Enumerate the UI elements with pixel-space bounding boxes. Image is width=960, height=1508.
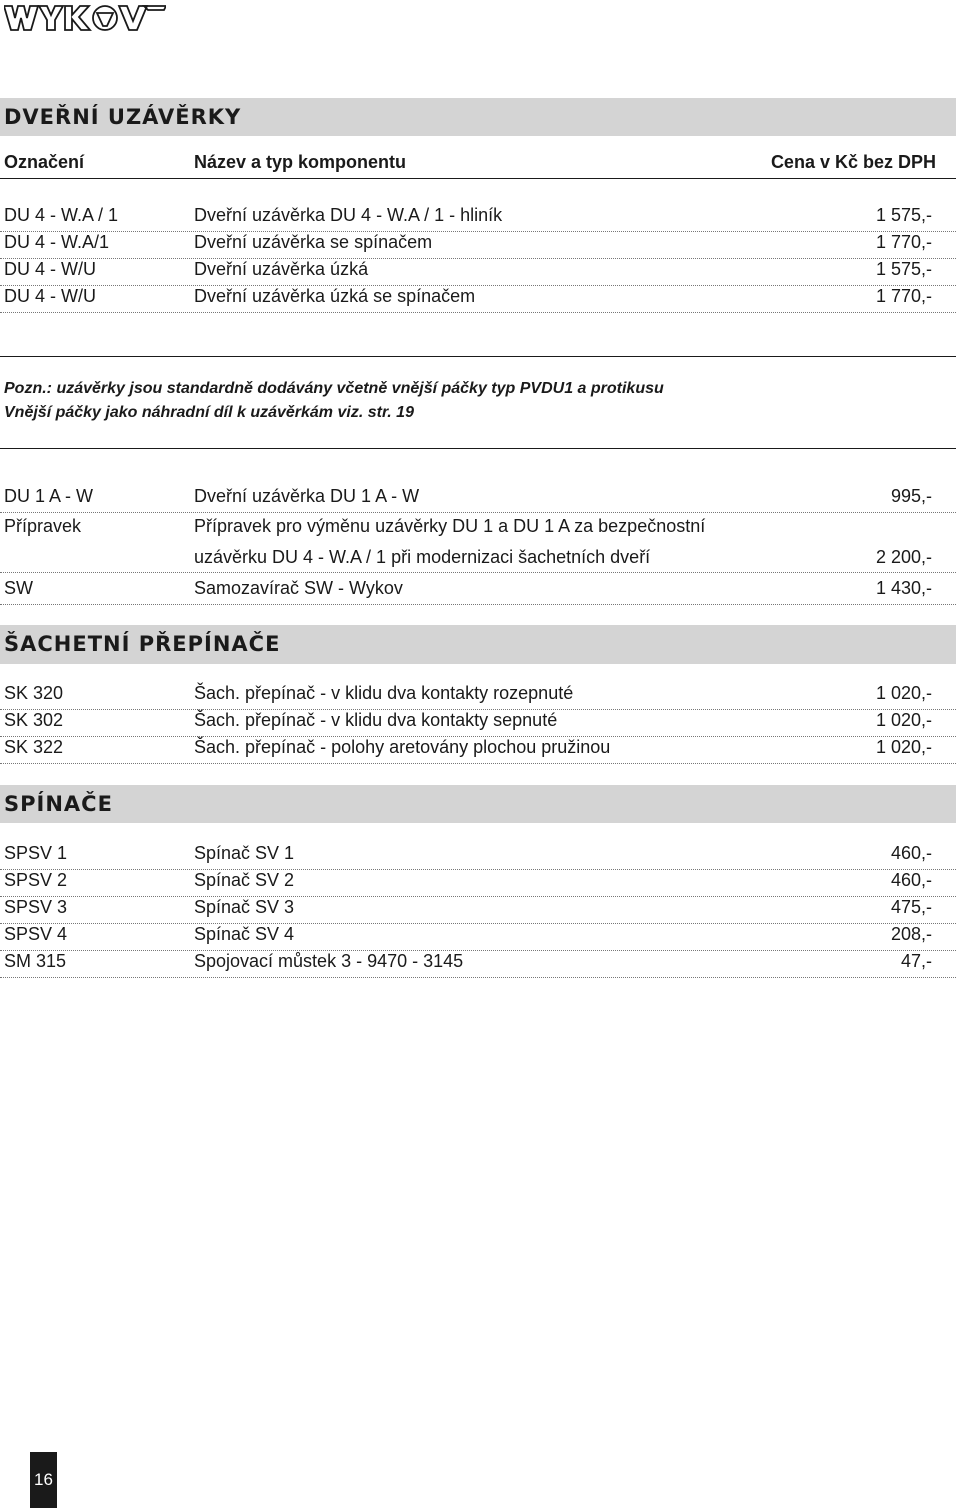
row-code: SK 320 xyxy=(4,683,64,703)
row-code: DU 4 - W/U xyxy=(4,286,96,306)
row-name: Šach. přepínač - v klidu dva kontakty rozepnuté xyxy=(194,683,574,703)
row-price: 1 575,- xyxy=(875,259,932,279)
column-header-code: Označení xyxy=(4,152,85,172)
row-price: 2 200,- xyxy=(875,547,932,567)
table-row xyxy=(0,950,956,978)
section-title-shaft-switches: ŠACHETNÍ PŘEPÍNAČE xyxy=(0,625,956,664)
row-code: SPSV 2 xyxy=(4,870,68,890)
table-row xyxy=(0,231,956,259)
row-code: DU 4 - W.A / 1 xyxy=(4,205,119,225)
row-code: SPSV 3 xyxy=(4,897,68,917)
section-title-switches: SPÍNAČE xyxy=(0,785,956,823)
note-bottom-rule xyxy=(0,448,956,449)
row-name: Spojovací můstek 3 - 9470 - 3145 xyxy=(194,951,464,971)
table-row xyxy=(0,285,956,313)
row-code: SM 315 xyxy=(4,951,67,971)
column-header-name: Název a typ komponentu xyxy=(194,152,407,172)
page-number: 16 xyxy=(30,1452,57,1508)
row-name-continued: uzávěrku DU 4 - W.A / 1 při modernizaci šachetních dveří xyxy=(194,547,651,567)
row-code: SW xyxy=(4,578,33,598)
table-row xyxy=(0,869,956,897)
table-row xyxy=(0,577,956,605)
row-name: Dveřní uzávěrka úzká xyxy=(194,259,369,279)
table-row xyxy=(0,709,956,737)
row-code: SK 302 xyxy=(4,710,64,730)
table-row xyxy=(0,736,956,764)
wykov-logo xyxy=(4,4,166,32)
header-rule xyxy=(0,178,956,179)
row-name: Dveřní uzávěrka DU 4 - W.A / 1 - hliník xyxy=(194,205,503,225)
row-code: DU 1 A - W xyxy=(4,486,94,506)
row-price: 1 575,- xyxy=(875,205,932,225)
row-code: Přípravek xyxy=(4,516,82,536)
table-row xyxy=(0,842,956,870)
table-row xyxy=(0,258,956,286)
note-top-rule xyxy=(0,356,956,357)
table-row xyxy=(0,923,956,951)
row-code: SK 322 xyxy=(4,737,64,757)
table-row xyxy=(0,896,956,924)
row-name: Spínač SV 2 xyxy=(194,870,295,890)
section-title-door-locks: DVEŘNÍ UZÁVĚRKY xyxy=(0,98,956,136)
row-name: Dveřní uzávěrka DU 1 A - W xyxy=(194,486,420,506)
row-price: 460,- xyxy=(890,870,932,890)
row-name: Dveřní uzávěrka úzká se spínačem xyxy=(194,286,476,306)
table-row xyxy=(0,514,956,573)
table-row xyxy=(0,485,956,513)
row-price: 1 430,- xyxy=(875,578,932,598)
row-name: Spínač SV 3 xyxy=(194,897,295,917)
row-code: SPSV 1 xyxy=(4,843,68,863)
row-name: Spínač SV 1 xyxy=(194,843,295,863)
table-row xyxy=(0,204,956,232)
row-price: 1 020,- xyxy=(875,737,932,757)
row-code: DU 4 - W/U xyxy=(4,259,96,279)
row-name: Dveřní uzávěrka se spínačem xyxy=(194,232,433,252)
row-price: 460,- xyxy=(890,843,932,863)
note-line-2: Vnější páčky jako náhradní díl k uzávěrkám viz. str. 19 xyxy=(4,404,414,421)
table-row xyxy=(0,682,956,710)
row-name: Přípravek pro výměnu uzávěrky DU 1 a DU 1 A za bezpečnostní xyxy=(194,516,706,536)
row-price: 208,- xyxy=(890,924,932,944)
row-name: Spínač SV 4 xyxy=(194,924,295,944)
row-name: Šach. přepínač - v klidu dva kontakty sepnuté xyxy=(194,710,558,730)
row-price: 995,- xyxy=(890,486,932,506)
column-header-price: Cena v Kč bez DPH xyxy=(770,152,936,172)
note-line-1: Pozn.: uzávěrky jsou standardně dodávány včetně vnější páčky typ PVDU1 a protikusu xyxy=(4,380,664,397)
row-price: 1 020,- xyxy=(875,683,932,703)
row-name: Šach. přepínač - polohy aretovány plochou pružinou xyxy=(194,737,611,757)
row-code: SPSV 4 xyxy=(4,924,68,944)
row-price: 475,- xyxy=(890,897,932,917)
row-code: DU 4 - W.A/1 xyxy=(4,232,110,252)
row-price: 1 770,- xyxy=(875,232,932,252)
row-name: Samozavírač SW - Wykov xyxy=(194,578,403,598)
row-price: 47,- xyxy=(900,951,932,971)
row-price: 1 770,- xyxy=(875,286,932,306)
row-price: 1 020,- xyxy=(875,710,932,730)
